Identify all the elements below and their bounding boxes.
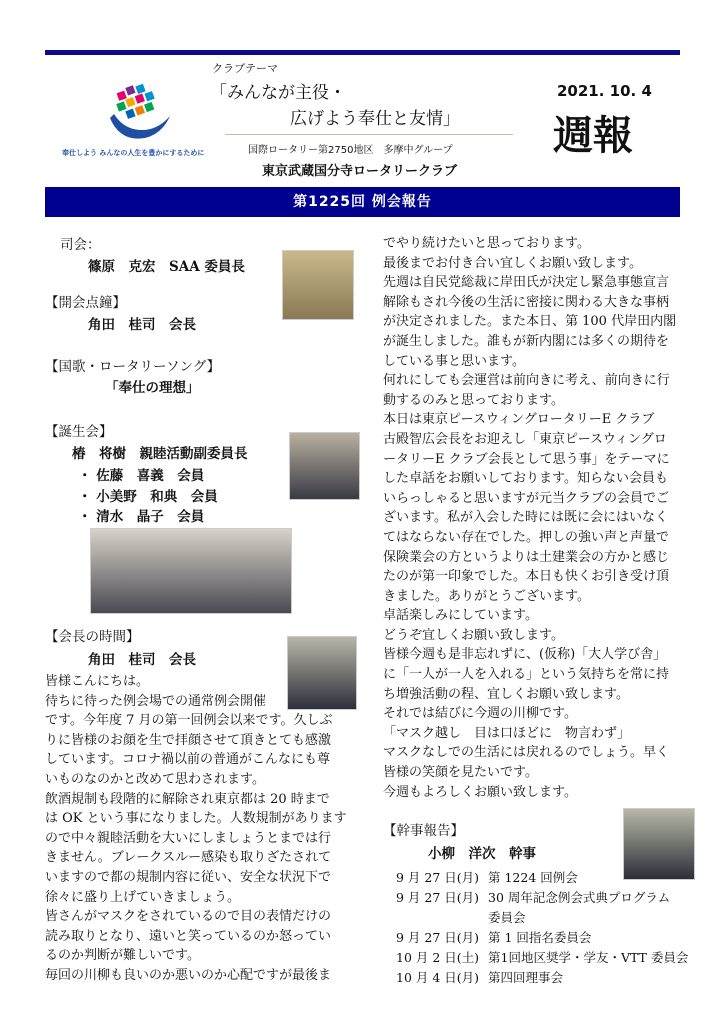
text-line: いらっしゃると思いますが元当クラブの会員でご: [383, 490, 670, 506]
text-line: てはならない存在でした。押しの強い声と声量で: [383, 529, 670, 545]
text-line: 待ちに待った例会場での通常例会開催: [45, 693, 267, 709]
birthday-member: ・ 小美野 和典 会員: [78, 489, 218, 505]
text-line: 「マスク越し 目は口ほどに 物言わず」: [383, 725, 631, 741]
text-line: 本日は東京ピースウィングロータリーE クラブ: [383, 412, 655, 428]
secretary-label: 【幹事報告】: [383, 823, 464, 839]
birthday-member: ・ 清水 晶子 会員: [78, 509, 205, 525]
text-line: しています。コロナ禍以前の普通がこんなにも尊: [45, 752, 330, 768]
text-line: るのか判断が難しいです。: [45, 948, 200, 964]
text-line: ざいます。私が入会した時には既に会にはいなく: [383, 510, 668, 526]
meeting-banner: 第1225回 例会報告: [45, 187, 680, 217]
president-message-continued: [383, 234, 676, 802]
theme-line-1: 「みんなが主役・: [210, 83, 346, 103]
president-message: [45, 672, 347, 986]
text-line: 飲酒規制も段階的に解除され東京都は 20 時まで: [45, 791, 330, 807]
rotary-logo: [100, 80, 180, 145]
logo-tagline: 奉仕しよう みんなの人生を豊かにするために: [62, 149, 205, 157]
birthday-lead: 椿 将樹 親睦活動副委員長: [72, 446, 248, 462]
secretary-name: 小柳 洋次 幹事: [428, 846, 536, 862]
text-line: 最後までお付き合い宜しくお願い致します。: [383, 255, 642, 271]
text-line: 皆様こんにちは。: [45, 674, 150, 689]
district-label: 国際ロータリー第2750地区 多摩中グループ: [248, 145, 453, 156]
text-line: 古殿智広会長をお迎えし「東京ピースウィングロ: [383, 431, 667, 447]
text-line: りに皆様のお顔を生で拝顔させて頂きとても感激: [45, 732, 332, 748]
text-line: です。今年度 7 月の第一回例会以来です。久しぶ: [45, 713, 333, 729]
text-line: している事と思います。: [383, 353, 525, 369]
text-line: が決定されました。また本日、第 100 代岸田内閣: [383, 314, 677, 330]
text-line: いますので都の規制内容に従い、安全な状況下で: [45, 869, 332, 885]
mc-name: 篠原 克宏 SAA 委員長: [88, 259, 245, 275]
president-name: 角田 桂司 会長: [88, 652, 196, 668]
text-line: でやり続けたいと思っております。: [383, 236, 590, 251]
text-line: 何れにしても会運営は前向きに考え、前向きに行: [383, 373, 670, 389]
report-item: 委員会: [488, 910, 526, 925]
text-line: に「一人が一人を入れる」という気持ちを常に持: [383, 667, 670, 683]
text-line: どうぞ宜しくお願い致します。: [383, 627, 564, 643]
text-line: マスクなしでの生活には戻れるのでしょう。早く: [383, 745, 670, 761]
report-item: 9 月 27 日(月) 30 周年記念例会式典プログラム: [396, 890, 671, 905]
opening-name: 角田 桂司 会長: [88, 317, 196, 333]
text-line: きました。ありがとうございます。: [383, 588, 590, 604]
text-line: した卓話をお願いしております。知らない会員も: [383, 471, 668, 487]
song-label: 【国歌・ロータリーソング】: [45, 359, 221, 375]
theme-label: クラブテーマ: [212, 62, 278, 75]
secretary-report-list: [396, 868, 688, 988]
birthday-group-photo: [90, 528, 292, 614]
text-line: 読み取りとなり、遠いと笑っているのか怒ってい: [45, 928, 332, 944]
text-line: 皆様の笑顔を見たいです。: [383, 765, 538, 781]
birthday-member: ・ 佐藤 喜義 会員: [78, 468, 205, 484]
top-rule: [45, 50, 680, 55]
text-line: 今週もよろしくお願い致します。: [383, 784, 577, 800]
theme-line-2: 広げよう奉仕と友情」: [290, 109, 460, 129]
text-line: きません。ブレークスルー感染も取りざたされて: [45, 850, 332, 866]
text-line: は OK という事になりました。人数規制があります: [45, 811, 347, 827]
text-line: ち増強活動の程、宜しくお願い致します。: [383, 686, 629, 702]
opening-label: 【開会点鐘】: [45, 295, 126, 311]
text-line: ので中々親睦活動を大いにしましょうとまでは行: [45, 830, 332, 846]
text-line: それでは結びに今週の川柳です。: [383, 706, 577, 722]
birthday-label: 【誕生会】: [45, 424, 113, 440]
report-item: 10 月 4 日(月) 第四回理事会: [396, 970, 564, 985]
text-line: いものなのかと改めて思わされます。: [45, 771, 265, 787]
birthday-lead-photo: [289, 432, 360, 500]
text-line: 動するのみと思っております。: [383, 392, 564, 408]
text-line: 解除もされ今後の生活に密接に関わる大きな事柄: [383, 294, 670, 310]
text-line: ータリーE クラブ会長として思う事」をテーマに: [383, 451, 670, 467]
report-item: 9 月 27 日(月) 第 1 回指名委員会: [396, 930, 592, 945]
club-name: 東京武蔵国分寺ロータリークラブ: [262, 164, 458, 179]
text-line: 皆様今週も是非忘れずに、(仮称)「大人学び舎」: [383, 647, 667, 663]
president-label: 【会長の時間】: [45, 629, 140, 645]
mc-photo: [282, 250, 354, 320]
newsletter-title: 週報: [553, 113, 633, 159]
text-line: 卓話楽しみにしています。: [383, 608, 538, 624]
text-line: 保険業会の方というよりは土建業会の方かと感じ: [383, 549, 670, 565]
text-line: が誕生しました。誰もが新内閣には多くの期待を: [383, 333, 670, 349]
issue-date: 2021. 10. 4: [557, 82, 652, 100]
text-line: 毎回の川柳も良いのか悪いのか心配ですが最後ま: [45, 967, 332, 983]
header-divider: [225, 134, 513, 135]
mc-label: 司会：: [60, 237, 101, 253]
song-name: 「奉仕の理想」: [105, 380, 200, 396]
report-item: 10 月 2 日(土) 第1回地区奨学・学友・VTT 委員会: [396, 950, 689, 965]
text-line: たのが第一印象でした。本日も快くお引き受け頂: [383, 569, 670, 585]
report-item: 9 月 27 日(月) 第 1224 回例会: [396, 870, 578, 885]
text-line: 徐々に盛り上げていきましょう。: [45, 889, 241, 905]
text-line: 皆さんがマスクをされているので目の表情だけの: [45, 909, 332, 925]
text-line: 先週は自民党総裁に岸田氏が決定し緊急事態宣言: [383, 275, 670, 291]
